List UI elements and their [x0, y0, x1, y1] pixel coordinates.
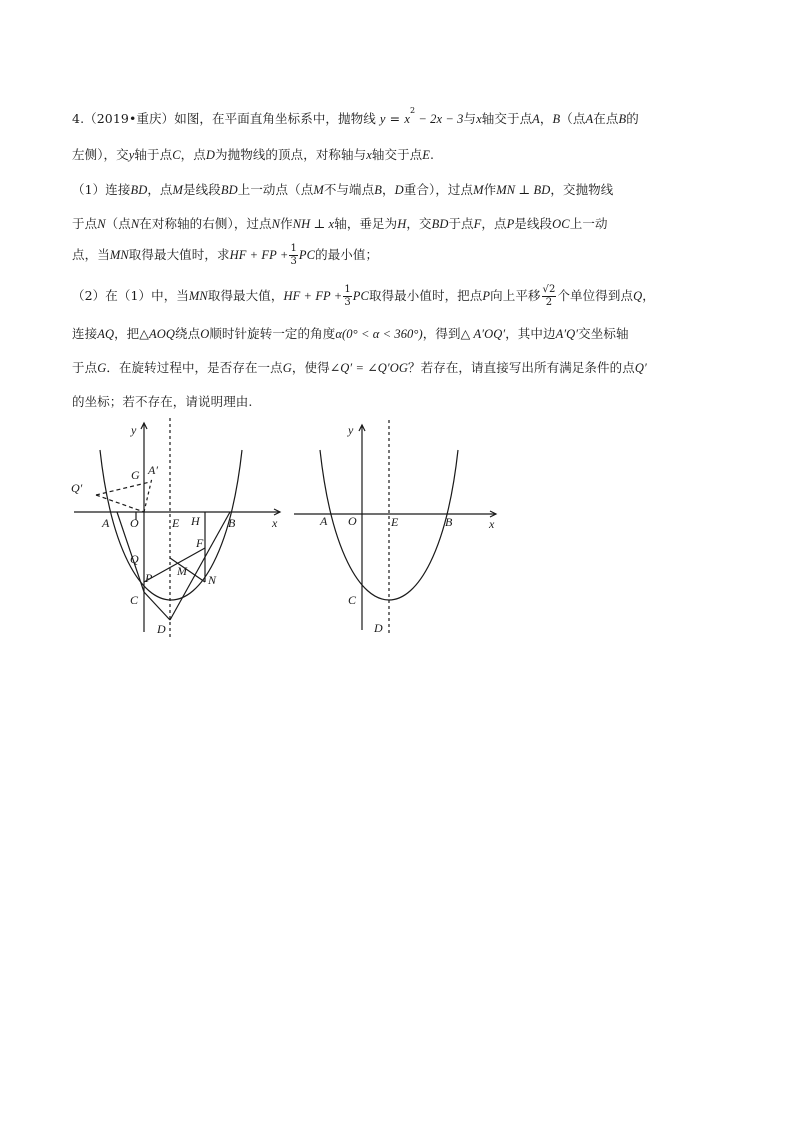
- text: 是线段: [514, 216, 553, 231]
- text: ，点: [147, 182, 173, 197]
- text: 轴于点: [134, 147, 173, 162]
- math: △AOQ: [139, 327, 175, 341]
- math: B: [552, 112, 561, 126]
- text: 连接: [72, 326, 98, 341]
- fraction-denominator: 3: [290, 256, 297, 267]
- text: ，: [539, 111, 553, 126]
- text: 于点: [448, 216, 474, 231]
- math: N: [130, 217, 140, 231]
- text: 于点: [72, 360, 98, 375]
- label-G: G: [131, 468, 140, 482]
- math: D: [205, 148, 216, 162]
- math: △ A′OQ′: [460, 327, 506, 341]
- math: BD: [130, 183, 148, 197]
- text: ．在旋转过程中，是否存在一点: [106, 360, 283, 375]
- label-x: x: [489, 517, 495, 531]
- label-O: O: [130, 516, 139, 530]
- text: 作: [280, 216, 293, 231]
- math: x: [476, 112, 482, 126]
- math: BD: [220, 183, 238, 197]
- math: M: [473, 183, 484, 197]
- label-A: A: [320, 514, 328, 528]
- math: N: [97, 217, 106, 231]
- text: ？若存在，请直接写出所有满足条件的点: [408, 360, 635, 375]
- label-B: B: [445, 515, 453, 529]
- fraction-denominator: 3: [344, 297, 351, 308]
- math: B: [374, 183, 383, 197]
- problem-source: （2019•重庆）: [84, 111, 175, 126]
- math: C: [172, 148, 181, 162]
- math: MN: [109, 248, 129, 262]
- fraction-denominator: 2: [545, 297, 553, 308]
- math: HF + FP +: [283, 289, 343, 303]
- text: ，点: [180, 147, 206, 162]
- label-H: H: [191, 514, 200, 528]
- math: P: [506, 217, 515, 231]
- label-O: O: [348, 514, 357, 528]
- math: A′Q′: [555, 327, 579, 341]
- math: HF + FP +: [229, 248, 289, 262]
- math: NH ⊥ x: [292, 217, 335, 231]
- text: 向上平移: [490, 288, 541, 303]
- label-D: D: [157, 622, 166, 636]
- math: PC: [298, 248, 316, 262]
- label-N: N: [208, 573, 217, 587]
- math: − 2x − 3: [415, 112, 464, 126]
- text: 轴交于点: [481, 111, 533, 126]
- text: 在点: [593, 111, 619, 126]
- text: 与: [463, 111, 477, 126]
- math: G: [97, 361, 107, 375]
- text: ，: [642, 288, 655, 303]
- text: ，交: [406, 216, 432, 231]
- text: ，使得: [291, 360, 330, 375]
- label-y: y: [348, 423, 354, 437]
- math: MN: [188, 289, 208, 303]
- math: M: [172, 183, 184, 197]
- math: OC: [552, 217, 570, 231]
- math: 2: [409, 106, 416, 115]
- text: .: [430, 147, 435, 162]
- text: （点: [105, 216, 131, 231]
- text: 上一动点（点: [237, 182, 314, 197]
- text: 为抛物线的顶点，对称轴与: [215, 147, 367, 162]
- text: 轴，垂足为: [334, 216, 398, 231]
- math: E: [422, 148, 431, 162]
- math: Q: [633, 289, 643, 303]
- text: ，其中边: [505, 326, 556, 341]
- label-F: F: [196, 536, 204, 550]
- text: 在对称轴的右侧），过点: [139, 216, 272, 231]
- math: MN ⊥ BD: [496, 183, 551, 197]
- math: =: [385, 111, 405, 126]
- math: AQ: [97, 327, 115, 341]
- problem-number: 4: [72, 111, 81, 126]
- math: ∠Q′ = ∠Q′OG: [329, 361, 409, 375]
- fraction-numerator: 1: [290, 243, 297, 254]
- text: 的最小值；: [315, 247, 379, 262]
- label-y: y: [131, 423, 137, 437]
- text: 是线段: [183, 182, 221, 197]
- text: 取得最小值时，把点: [368, 288, 483, 303]
- math: x: [404, 112, 410, 126]
- text: 轴交于点: [371, 147, 423, 162]
- text: 的: [626, 111, 639, 126]
- math: F: [473, 217, 482, 231]
- math: P: [482, 289, 491, 303]
- math: x: [366, 148, 372, 162]
- text: 绕点: [174, 326, 201, 341]
- text: 个单位得到点: [557, 288, 634, 303]
- text: （点: [560, 111, 586, 126]
- label-E: E: [391, 515, 399, 529]
- math: A: [532, 112, 540, 126]
- math: O: [200, 327, 210, 341]
- math: M: [313, 183, 324, 197]
- text: （1）连接: [72, 182, 131, 197]
- math: G: [282, 361, 292, 375]
- math: BD: [431, 217, 449, 231]
- fraction-numerator: √2: [542, 284, 556, 295]
- math: Q′: [634, 361, 647, 375]
- text: 不与端点: [323, 182, 375, 197]
- math: H: [397, 217, 407, 231]
- label-x: x: [272, 516, 278, 530]
- label-D: D: [374, 621, 383, 635]
- math: α(0° < α < 360°): [335, 327, 423, 341]
- math: y: [379, 112, 386, 126]
- text: （2）在（1）中，当: [72, 288, 189, 303]
- math: y: [128, 148, 135, 162]
- fraction-numerator: 1: [344, 284, 351, 295]
- label-A: A: [102, 516, 110, 530]
- math: B: [618, 112, 627, 126]
- text: ，把: [114, 326, 140, 341]
- text: 左侧），交: [72, 147, 129, 162]
- math: D: [394, 183, 404, 197]
- text: 上一动: [569, 216, 608, 231]
- text: 重合），过点: [403, 182, 474, 197]
- text: 如图，在平面直角坐标系中，抛物线: [174, 111, 376, 126]
- label-M: M: [177, 564, 187, 578]
- text: 取得最大值时，求: [128, 247, 230, 262]
- label-C: C: [348, 593, 357, 607]
- problem-line-1: 4.（2019•重庆）如图，在平面直角坐标系中，抛物线 $y = x^2 - 2x - 3$与x轴交于点A，B（点A在点B的: [72, 106, 639, 126]
- math: PC: [352, 289, 369, 303]
- label-B: B: [228, 516, 236, 530]
- label-Q-prime: Q′: [71, 481, 83, 495]
- label-A-prime: A′: [148, 463, 158, 477]
- label-P: P: [145, 571, 153, 585]
- text: 交坐标轴: [578, 326, 629, 341]
- label-Q: Q: [130, 552, 139, 566]
- text: 点，当: [72, 247, 110, 262]
- text: ，点: [481, 216, 507, 231]
- text: ，交抛物线: [550, 182, 614, 197]
- text: 作: [483, 182, 497, 197]
- text: 取得最大值，: [207, 288, 284, 303]
- text: 于点: [72, 216, 98, 231]
- text: 的坐标；若不存在，请说明理由.: [72, 394, 253, 409]
- text: ，得到: [422, 326, 461, 341]
- text: ，: [382, 182, 395, 197]
- text: 顺时针旋转一定的角度: [209, 326, 336, 341]
- math: A: [585, 112, 594, 126]
- label-E: E: [172, 516, 180, 530]
- label-C: C: [130, 593, 139, 607]
- math: N: [271, 217, 281, 231]
